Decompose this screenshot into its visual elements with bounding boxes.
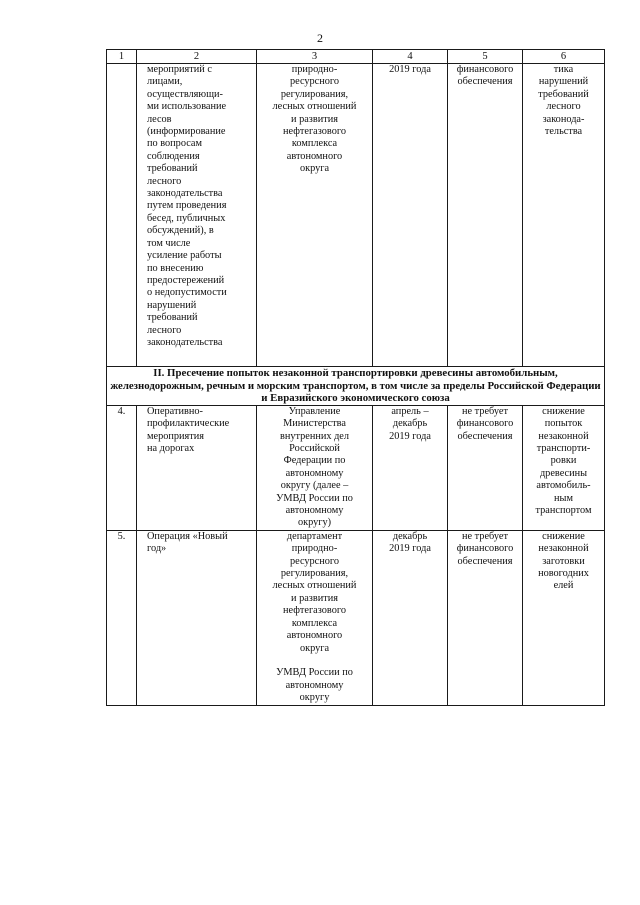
column-header-5: 5 (448, 50, 523, 64)
cell-funding: не требует финансового обеспечения (448, 530, 523, 705)
table-row (107, 405, 605, 530)
table-header-row (107, 50, 605, 64)
measures-table (106, 49, 605, 706)
cell-number (107, 64, 137, 367)
page-number: 2 (317, 31, 323, 45)
cell-executor: Управление Министерства внутренних дел Российской Федерации по автономному округу (далее – УМВД России по автономному округу) (257, 405, 373, 530)
cell-period: декабрь 2019 года (373, 530, 448, 705)
cell-executor: департамент природно- ресурсного регулирования, лесных отношений и развития нефтегазового комплекса автономного округа УМВД России по автономному округу (257, 530, 373, 705)
column-header-2: 2 (137, 50, 257, 64)
cell-result: тика нарушений требований лесного законода- тельства (523, 64, 605, 367)
cell-funding: не требует финансового обеспечения (448, 405, 523, 530)
section-title: II. Пресечение попыток незаконной транспортировки древесины автомобильным, железнодорожным, речным и морским транспортом, в том числе за пределы Российской Федерации и Евразийского экономического союза (107, 367, 605, 406)
column-header-4: 4 (373, 50, 448, 64)
cell-activity: Оперативно- профилактические мероприятия на дорогах (137, 405, 257, 530)
cell-result: снижение попыток незаконной транспорти- ровки древесины автомобиль- ным транспортом (523, 405, 605, 530)
cell-activity: мероприятий с лицами, осуществляющи- ми использование лесов (информирование по вопросам соблюдения требований лесного законодательства путем проведения бесед, публичных обсуждений), в том числе усиление работы по внесению предостережений о недопустимости нарушений требований лесного законодательства (137, 64, 257, 367)
section-row (107, 367, 605, 406)
column-header-3: 3 (257, 50, 373, 64)
cell-activity: Операция «Новый год» (137, 530, 257, 705)
table-row (107, 64, 605, 367)
cell-period: 2019 года (373, 64, 448, 367)
column-header-6: 6 (523, 50, 605, 64)
cell-funding: финансового обеспечения (448, 64, 523, 367)
cell-result: снижение незаконной заготовки новогодних елей (523, 530, 605, 705)
cell-number: 5. (107, 530, 137, 705)
column-header-1: 1 (107, 50, 137, 64)
cell-executor: природно- ресурсного регулирования, лесных отношений и развития нефтегазового комплекса автономного округа (257, 64, 373, 367)
table-row (107, 530, 605, 705)
cell-period: апрель – декабрь 2019 года (373, 405, 448, 530)
cell-number: 4. (107, 405, 137, 530)
